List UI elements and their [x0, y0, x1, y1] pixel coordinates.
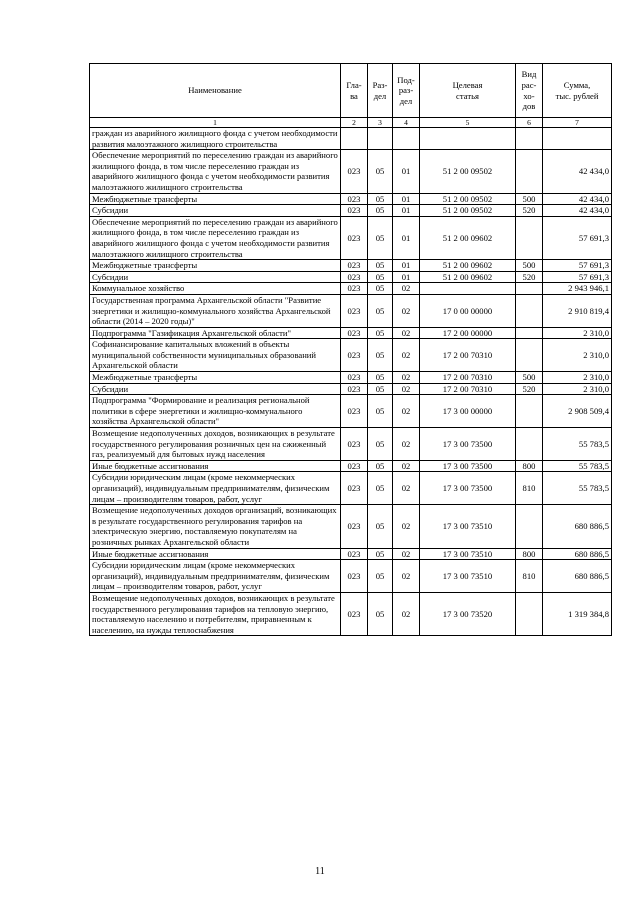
- row-name: Межбюджетные трансферты: [90, 193, 341, 205]
- row-amount: 57 691,3: [543, 260, 612, 272]
- row-section: 05: [368, 505, 393, 548]
- row-target: 51 2 00 09502: [420, 150, 516, 193]
- row-chapter: 023: [341, 339, 368, 372]
- table-row: [90, 294, 612, 327]
- row-name: Субсидии юридическим лицам (кроме некоммерческих организаций), индивидуальным предпринимателям, физическим лицам – производителям товаров, работ, услуг: [90, 472, 341, 505]
- row-target: 51 2 00 09502: [420, 205, 516, 217]
- row-amount: 680 886,5: [543, 560, 612, 593]
- row-name: Коммунальное хозяйство: [90, 283, 341, 295]
- row-name: Обеспечение мероприятий по переселению граждан из аварийного жилищного фонда, в том числе переселению граждан из аварийного жилищного фонда с учетом необходимости развития малоэтажного жилищного строительства: [90, 216, 341, 259]
- row-name: Субсидии юридическим лицам (кроме некоммерческих организаций), индивидуальным предпринимателям, физическим лицам – производителям товаров, работ, услуг: [90, 560, 341, 593]
- row-amount: 2 910 819,4: [543, 294, 612, 327]
- row-amount: 55 783,5: [543, 428, 612, 461]
- header-expense-type: Вид рас- хо- дов: [516, 64, 543, 118]
- row-target: 51 2 00 09502: [420, 193, 516, 205]
- row-chapter: 023: [341, 193, 368, 205]
- row-amount: 2 310,0: [543, 327, 612, 339]
- row-name: Субсидии: [90, 271, 341, 283]
- row-target: [420, 283, 516, 295]
- row-subsection: 01: [393, 216, 420, 259]
- row-target: 17 0 00 00000: [420, 294, 516, 327]
- table-row: [90, 428, 612, 461]
- row-section: 05: [368, 395, 393, 428]
- row-section: 05: [368, 592, 393, 635]
- row-expense-type: 800: [516, 460, 543, 472]
- row-amount: 680 886,5: [543, 548, 612, 560]
- row-subsection: 01: [393, 260, 420, 272]
- row-chapter: 023: [341, 294, 368, 327]
- row-chapter: 023: [341, 548, 368, 560]
- table-row: [90, 193, 612, 205]
- row-subsection: 01: [393, 205, 420, 217]
- table-row: [90, 216, 612, 259]
- row-chapter: 023: [341, 283, 368, 295]
- row-section: 05: [368, 327, 393, 339]
- row-expense-type: 800: [516, 548, 543, 560]
- header-subsection: Под- раз- дел: [393, 64, 420, 118]
- row-amount: 2 310,0: [543, 339, 612, 372]
- row-target: 17 3 00 73500: [420, 472, 516, 505]
- row-subsection: 01: [393, 193, 420, 205]
- row-amount: 2 908 509,4: [543, 395, 612, 428]
- row-name: граждан из аварийного жилищного фонда с учетом необходимости развития малоэтажного жилищного строительства: [90, 128, 341, 150]
- row-chapter: [341, 128, 368, 150]
- row-section: 05: [368, 383, 393, 395]
- row-chapter: 023: [341, 372, 368, 384]
- row-amount: 42 434,0: [543, 193, 612, 205]
- row-subsection: 02: [393, 505, 420, 548]
- table-row: [90, 260, 612, 272]
- row-target: 17 2 00 70310: [420, 339, 516, 372]
- row-name: Субсидии: [90, 205, 341, 217]
- row-chapter: 023: [341, 460, 368, 472]
- row-target: 51 2 00 09602: [420, 260, 516, 272]
- row-expense-type: [516, 428, 543, 461]
- row-subsection: 02: [393, 283, 420, 295]
- row-section: 05: [368, 294, 393, 327]
- table-row: [90, 271, 612, 283]
- row-expense-type: 500: [516, 193, 543, 205]
- row-target: 17 3 00 73510: [420, 560, 516, 593]
- row-subsection: 02: [393, 339, 420, 372]
- row-expense-type: [516, 294, 543, 327]
- row-subsection: 02: [393, 383, 420, 395]
- row-chapter: 023: [341, 395, 368, 428]
- row-name: Софинансирование капитальных вложений в объекты муниципальной собственности муниципальных образований Архангельской области: [90, 339, 341, 372]
- row-target: 17 3 00 73500: [420, 428, 516, 461]
- row-target: 51 2 00 09602: [420, 216, 516, 259]
- table-row: [90, 472, 612, 505]
- row-name: Государственная программа Архангельской области "Развитие энергетики и жилищно-коммунального хозяйства Архангельской области (2014 – 2020 годы)": [90, 294, 341, 327]
- row-subsection: 02: [393, 472, 420, 505]
- header-amount: Сумма, тыс. рублей: [543, 64, 612, 118]
- row-amount: 2 943 946,1: [543, 283, 612, 295]
- row-name: Межбюджетные трансферты: [90, 260, 341, 272]
- row-name: Подпрограмма "Формирование и реализация региональной политики в сфере энергетики и жилищно-коммунального хозяйства Архангельской области": [90, 395, 341, 428]
- header-target: Целевая статья: [420, 64, 516, 118]
- row-section: 05: [368, 150, 393, 193]
- row-expense-type: [516, 128, 543, 150]
- column-index: 7: [543, 118, 612, 128]
- row-chapter: 023: [341, 327, 368, 339]
- row-target: 17 3 00 73500: [420, 460, 516, 472]
- table-body: [90, 128, 612, 636]
- row-subsection: 02: [393, 560, 420, 593]
- column-index: 5: [420, 118, 516, 128]
- row-name: Субсидии: [90, 383, 341, 395]
- row-target: 51 2 00 09602: [420, 271, 516, 283]
- table-row: [90, 505, 612, 548]
- row-expense-type: [516, 395, 543, 428]
- table-row: [90, 339, 612, 372]
- row-expense-type: [516, 505, 543, 548]
- row-subsection: 02: [393, 428, 420, 461]
- header-chapter: Гла- ва: [341, 64, 368, 118]
- row-section: 05: [368, 271, 393, 283]
- table-row: [90, 560, 612, 593]
- row-expense-type: 520: [516, 205, 543, 217]
- row-section: 05: [368, 560, 393, 593]
- row-expense-type: [516, 327, 543, 339]
- row-expense-type: 520: [516, 383, 543, 395]
- table-row: [90, 128, 612, 150]
- table-row: [90, 460, 612, 472]
- row-subsection: 02: [393, 372, 420, 384]
- table-row: [90, 205, 612, 217]
- table-row: [90, 548, 612, 560]
- row-amount: 57 691,3: [543, 271, 612, 283]
- row-target: 17 2 00 70310: [420, 383, 516, 395]
- row-chapter: 023: [341, 271, 368, 283]
- row-subsection: 02: [393, 548, 420, 560]
- row-amount: 42 434,0: [543, 205, 612, 217]
- row-target: 17 2 00 00000: [420, 327, 516, 339]
- row-name: Подпрограмма "Газификация Архангельской области": [90, 327, 341, 339]
- table-row: [90, 283, 612, 295]
- row-subsection: 01: [393, 150, 420, 193]
- table-row: [90, 150, 612, 193]
- row-expense-type: 500: [516, 260, 543, 272]
- row-expense-type: [516, 592, 543, 635]
- column-index: 6: [516, 118, 543, 128]
- row-section: 05: [368, 339, 393, 372]
- row-section: 05: [368, 283, 393, 295]
- table-row: [90, 395, 612, 428]
- row-section: 05: [368, 548, 393, 560]
- row-subsection: 02: [393, 592, 420, 635]
- header-section: Раз- дел: [368, 64, 393, 118]
- table-row: [90, 383, 612, 395]
- row-name: Обеспечение мероприятий по переселению граждан из аварийного жилищного фонда, в том числе переселению граждан из аварийного жилищного фонда с учетом необходимости развития малоэтажного жилищного строительства: [90, 150, 341, 193]
- page-number: 11: [315, 866, 325, 877]
- row-section: 05: [368, 216, 393, 259]
- row-amount: 2 310,0: [543, 383, 612, 395]
- row-subsection: [393, 128, 420, 150]
- row-section: 05: [368, 372, 393, 384]
- row-amount: 680 886,5: [543, 505, 612, 548]
- table-row: [90, 592, 612, 635]
- column-index-row: [90, 118, 612, 128]
- row-target: 17 3 00 73520: [420, 592, 516, 635]
- row-expense-type: 810: [516, 472, 543, 505]
- row-chapter: 023: [341, 260, 368, 272]
- row-name: Возмещение недополученных доходов организаций, возникающих в результате государственного регулирования тарифов на электрическую энергию, поставляемую покупателям на розничных рынках Архангельской области: [90, 505, 341, 548]
- row-section: 05: [368, 460, 393, 472]
- row-subsection: 02: [393, 294, 420, 327]
- row-expense-type: [516, 216, 543, 259]
- row-chapter: 023: [341, 150, 368, 193]
- row-section: 05: [368, 260, 393, 272]
- row-amount: 55 783,5: [543, 472, 612, 505]
- budget-table: [89, 63, 612, 636]
- row-section: 05: [368, 193, 393, 205]
- row-amount: 1 319 384,8: [543, 592, 612, 635]
- header-row: [90, 64, 612, 118]
- row-section: 05: [368, 472, 393, 505]
- row-section: 05: [368, 205, 393, 217]
- row-name: Межбюджетные трансферты: [90, 372, 341, 384]
- row-expense-type: 500: [516, 372, 543, 384]
- column-index: 3: [368, 118, 393, 128]
- row-target: 17 3 00 73510: [420, 548, 516, 560]
- row-expense-type: 810: [516, 560, 543, 593]
- row-chapter: 023: [341, 592, 368, 635]
- row-chapter: 023: [341, 505, 368, 548]
- row-target: 17 3 00 00000: [420, 395, 516, 428]
- row-name: Возмещение недополученных доходов, возникающих в результате государственного регулирования тарифов на тепловую энергию, поставляемую населению и потребителям, приравненным к населению, на нужды теплоснабжения: [90, 592, 341, 635]
- row-subsection: 02: [393, 460, 420, 472]
- row-expense-type: [516, 339, 543, 372]
- row-subsection: 01: [393, 271, 420, 283]
- row-chapter: 023: [341, 216, 368, 259]
- row-chapter: 023: [341, 560, 368, 593]
- column-index: 1: [90, 118, 341, 128]
- row-amount: 2 310,0: [543, 372, 612, 384]
- row-expense-type: [516, 150, 543, 193]
- row-chapter: 023: [341, 383, 368, 395]
- table-row: [90, 327, 612, 339]
- row-amount: 55 783,5: [543, 460, 612, 472]
- row-name: Возмещение недополученных доходов, возникающих в результате государственного регулирования розничных цен на сжиженный газ, реализуемый для бытовых нужд населения: [90, 428, 341, 461]
- row-target: 17 3 00 73510: [420, 505, 516, 548]
- row-amount: [543, 128, 612, 150]
- row-subsection: 02: [393, 395, 420, 428]
- row-expense-type: 520: [516, 271, 543, 283]
- row-name: Иные бюджетные ассигнования: [90, 548, 341, 560]
- row-section: [368, 128, 393, 150]
- table-row: [90, 372, 612, 384]
- row-amount: 42 434,0: [543, 150, 612, 193]
- row-chapter: 023: [341, 472, 368, 505]
- row-chapter: 023: [341, 428, 368, 461]
- row-subsection: 02: [393, 327, 420, 339]
- row-amount: 57 691,3: [543, 216, 612, 259]
- row-target: 17 2 00 70310: [420, 372, 516, 384]
- row-target: [420, 128, 516, 150]
- row-chapter: 023: [341, 205, 368, 217]
- column-index: 4: [393, 118, 420, 128]
- header-name: Наименование: [90, 64, 341, 118]
- row-expense-type: [516, 283, 543, 295]
- row-section: 05: [368, 428, 393, 461]
- row-name: Иные бюджетные ассигнования: [90, 460, 341, 472]
- column-index: 2: [341, 118, 368, 128]
